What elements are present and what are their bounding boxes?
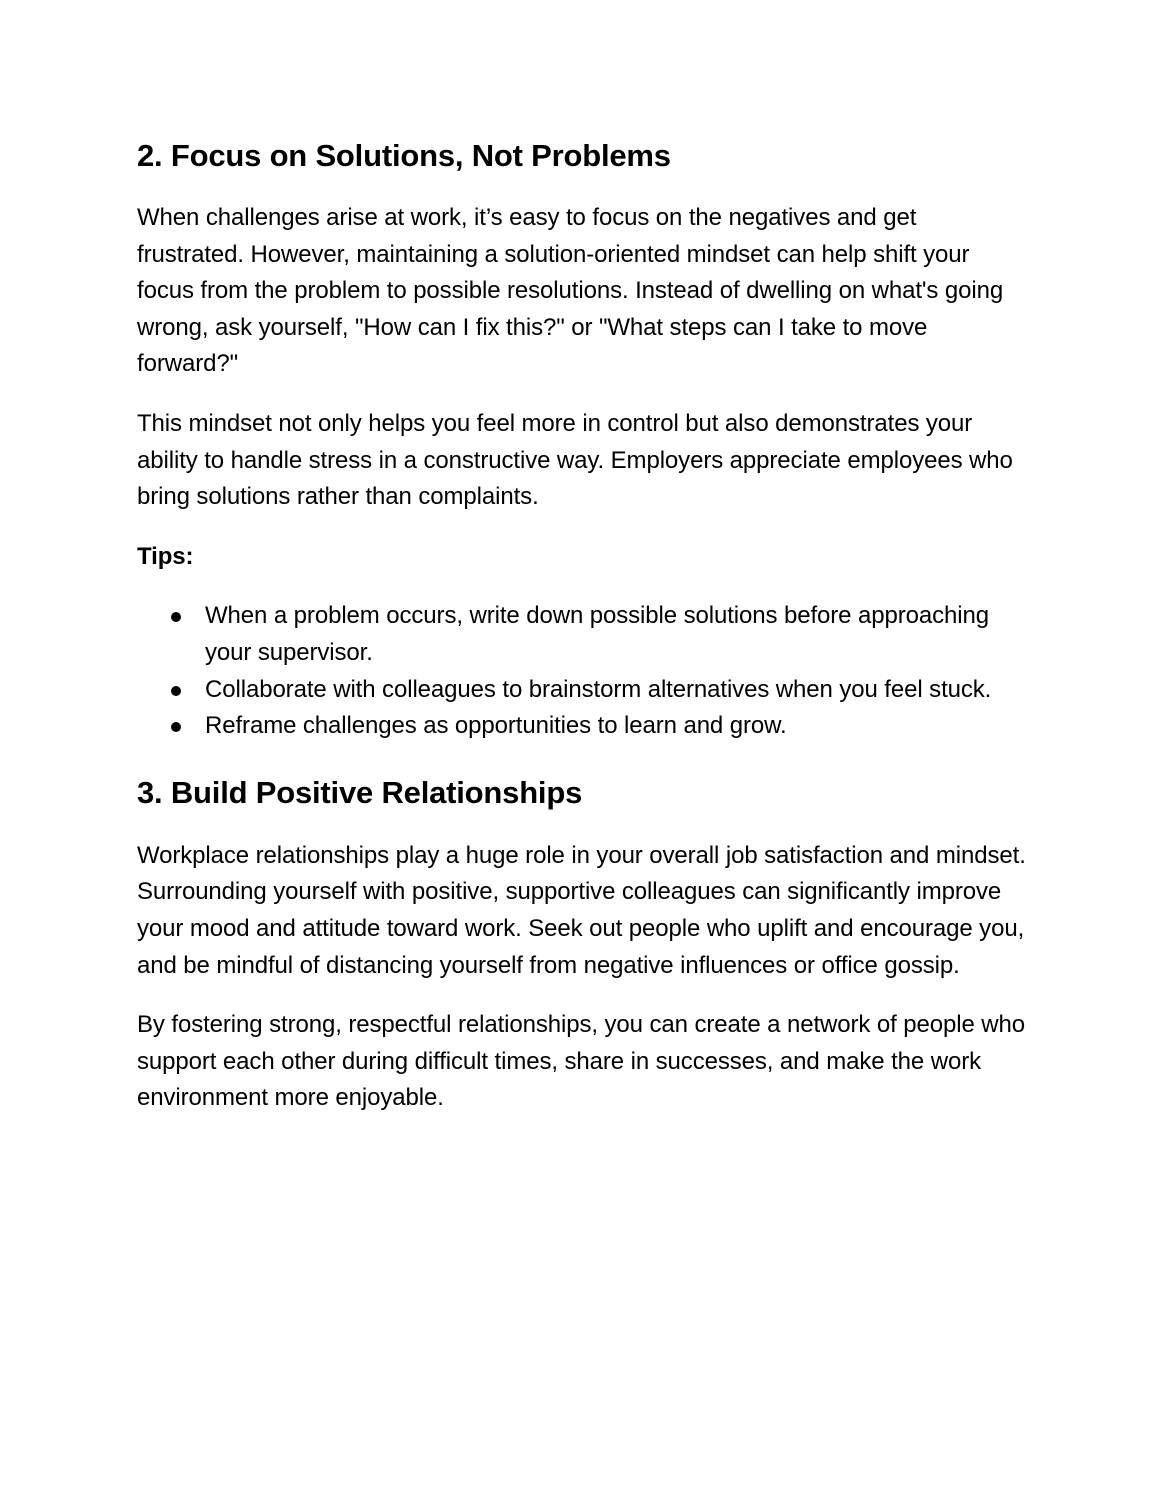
section-3-paragraph-1: Workplace relationships play a huge role in your overall job satisfaction and mindset. Surrounding yourself with positive, supportive colleagues can significantly improve your mood and attitude toward work. Seek out people who uplift and encourage you, and be mindful of distancing yourself from negative influences or office gossip. — [137, 841, 1026, 979]
section-2-heading: 2. Focus on Solutions, Not Problems — [137, 138, 671, 173]
tip-item — [137, 672, 1027, 709]
bullet-icon — [171, 686, 181, 696]
tip-text: When a problem occurs, write down possible solutions before approaching your supervisor. — [205, 602, 989, 666]
section-2-paragraph-2: This mindset not only helps you feel more in control but also demonstrates your ability to handle stress in a constructive way. Employers appreciate employees who bring solutions rather than complaints. — [137, 409, 1013, 511]
bullet-icon — [171, 612, 181, 622]
tip-item — [137, 708, 1027, 745]
tip-text: Reframe challenges as opportunities to learn and grow. — [205, 712, 787, 740]
bullet-icon — [171, 722, 181, 732]
tip-item — [137, 598, 1027, 671]
document-page — [137, 136, 1027, 1117]
tip-text: Collaborate with colleagues to brainstorm alternatives when you feel stuck. — [205, 675, 992, 703]
section-2-paragraph-1: When challenges arise at work, it’s easy to focus on the negatives and get frustrated. However, maintaining a solution-oriented mindset can help shift your focus from the problem to possible resolutions. Instead of dwelling on what's going wrong, ask yourself, "How can I fix this?" or "What steps can I take to move forward?" — [137, 204, 1004, 378]
section-3-paragraph-2: By fostering strong, respectful relationships, you can create a network of people who support each other during difficult times, share in successes, and make the work environment more enjoyable. — [137, 1011, 1025, 1112]
tips-label: Tips: — [137, 542, 194, 570]
tips-list — [137, 598, 1027, 744]
section-3-heading: 3. Build Positive Relationships — [137, 774, 583, 810]
